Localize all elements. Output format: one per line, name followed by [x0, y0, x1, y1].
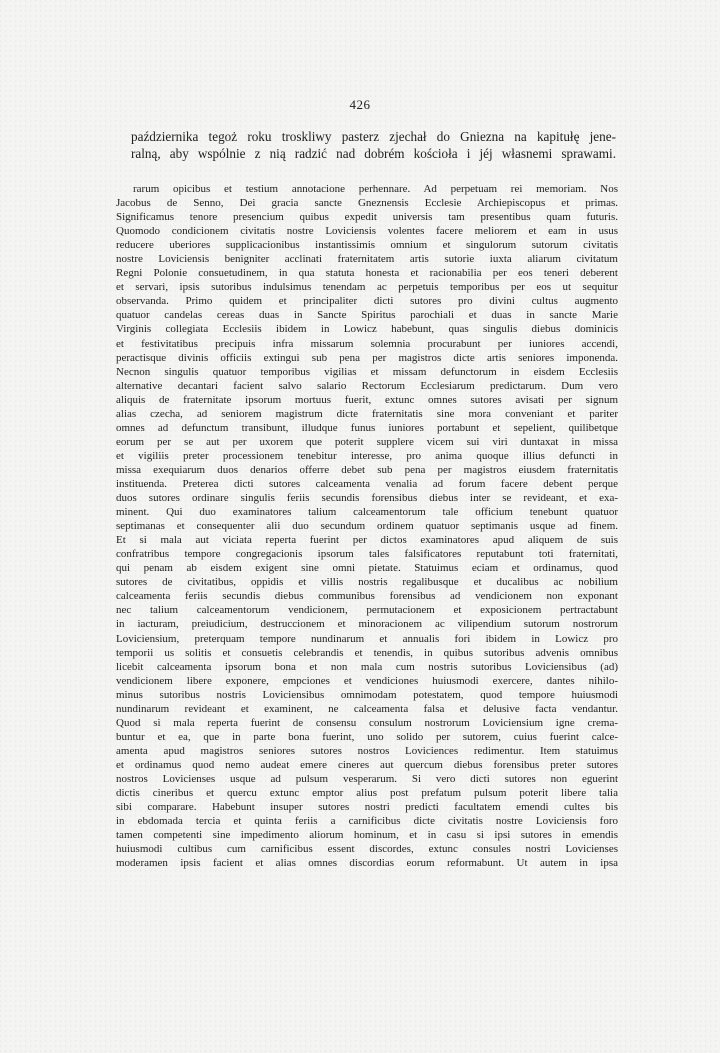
text-line: calceamenta feriis secundis diebus communibus forensibus ad vendicionem non exponant — [116, 590, 618, 603]
text-line: et vigiliis preter processionem tenebitur interesse, pro anima quoque illius defuncti in — [116, 449, 618, 462]
text-line: Et si mala aut viciata reperta fuerint per dictos examinatores apud aliquem de suis — [116, 534, 618, 547]
text-line: Necnon singulis quatuor temporibus vigilias et missam defunctorum in eisdem Ecclesiis — [116, 365, 618, 378]
text-line: alternative decantari facient salvo salario Rectorum Ecclesiarum predictarum. Dum vero — [116, 379, 618, 392]
text-line: minent. Qui duo examinatores talium calceamentorum tale officium tenebunt quatuor — [116, 506, 618, 519]
text-line: reducere uberiores supplicacionibus instantissimis omnium et singulorum sutorum civitatis — [116, 239, 618, 252]
text-line: minus sutoribus nostris Loviciensibus omnimodam potestatem, quod tempore huiusmodi — [116, 688, 618, 701]
text-line: Virginis collegiata Ecclesiis ibidem in Lowicz habebunt, quas singulis diebus dominicis — [116, 323, 618, 336]
text-line: dictis cineribus et quercu extunc emptor alius post prefatum pulsum poterit libere talia — [116, 787, 618, 800]
text-line: et festivitatibus precipuis infra missarum solemnia procurabunt per iuniores accendi, — [116, 337, 618, 350]
text-line: nostre Loviciensis benigniter acclinati fraternitatem artis sutorie iuxta aliarum civitatum — [116, 253, 618, 266]
text-line: Significamus tenore presencium quibus expedit universis tam presentibus quam futuris. — [116, 211, 618, 224]
text-line: vendicionem libere exponere, empciones et vendiciones huiusmodi exercere, dantes nihilo- — [116, 674, 618, 687]
text-line: licebit calceamenta ipsorum bona et non mala cum nostris sutoribus Loviciensibus (ad) — [116, 660, 618, 673]
text-line: sibi comparare. Habebunt insuper sutores nostri predicti facultatem emendi cultes bis — [116, 801, 618, 814]
text-line: moderamen ipsis facient et alias omnes discordias eorum reformabunt. Ut autem in ipsa — [116, 857, 618, 870]
text-line: septimanas et consequenter alii duo secundum ordinem quatuor septimanis usque ad finem. — [116, 520, 618, 533]
text-line: nundinarum revideant et examinent, ne calceamenta falsa et delusive facta vendantur. — [116, 702, 618, 715]
text-line: quatuor candelas cereas duas in Sancte Spiritus parochiali et duas in sancte Marie — [116, 309, 618, 322]
text-line: aliquis de fraternitate ipsorum mortuus fuerit, extunc omnes sutores avisati per signum — [116, 393, 618, 406]
heading-paragraph — [131, 128, 616, 162]
page-number: 426 — [349, 97, 371, 112]
text-line: alias czecha, ad seniorem magistrum dicte fraternitatis sine mora conveniant et pariter — [116, 407, 618, 420]
text-line: huiusmodi cultibus cum carnificibus essent discordes, extunc consules nostri Lovicienses — [116, 843, 618, 856]
text-line: eorum per se aut per uxorem que poterit supplere vicem sui viri duntaxat in missa — [116, 435, 618, 448]
text-line: Loviciensium, preterquam tempore nundinarum et annualis fori ibidem in Lowicz pro — [116, 632, 618, 645]
text-line: peractisque divinis officiis extingui sub pena per magistros dicte artis seniores imponenda. — [116, 351, 618, 364]
heading-line: ralną, aby wspólnie z nią radzić nad dobrém kościoła i jéj własnemi sprawami. — [131, 146, 616, 161]
text-line: Regni Polonie consuetudinem, in qua statuta honesta et racionabilia per eos teneri deberent — [116, 267, 618, 280]
text-line: missa exequiarum duos denarios offerre debet sub pena per magistros eiusdem fraternitatis — [116, 463, 618, 476]
text-line: rarum opicibus et testium annotacione perhennare. Ad perpetuam rei memoriam. Nos — [133, 183, 618, 195]
text-line: Quomodo condicionem civitatis nostre Loviciensis volentes facere meliorem et eam in usus — [116, 225, 618, 238]
text-line: temporii us solitis et consuetis celebrandis et tenendis, in quibus sutoribus advenis omnibus — [116, 646, 618, 659]
text-line: observanda. Primo quidem et principaliter dicti sutores pro divini cultus augmento — [116, 295, 618, 308]
text-line: et ordinamus quod nemo audeat emere cineres aut quercum diebus forensibus preter sutores — [116, 758, 618, 771]
text-line: et servari, ipsis sutoribus indulsimus tenendam ac perpetuis temporibus per eos ut sequitur — [116, 281, 618, 294]
text-line: amenta apud magistros seniores sutores nostros Loviciences redimentur. Item statuimus — [116, 744, 618, 757]
text-line: qui penam ab eisdem exigent sine omni pietate. Statuimus eciam et ordinamus, quod — [116, 562, 618, 575]
text-line: confratribus tempore congregacionis ipsorum tales falsificatores reputabunt toti fraternitati, — [116, 548, 618, 561]
text-line: nostros Lovicienses usque ad pulsum vesperarum. Si vero dicti sutores non eguerint — [116, 772, 618, 785]
text-line: Quod si mala reperta fuerint de consensu consulum nostrorum Loviciensium igne crema- — [116, 716, 618, 729]
text-line: in iacturam, preiudicium, destruccionem et minoracionem ac vilipendium sutorum nostrorum — [116, 618, 618, 631]
text-line: Jacobus de Senno, Dei gracia sancte Gneznensis Ecclesie Archiepiscopus et primas. — [116, 197, 618, 210]
text-line: omnes ad defunctum transibunt, illudque funus iuniores portabunt et sepelient, quilibetque — [116, 421, 618, 434]
text-line: buntur et ea, que in parte bona fuerint, uno solido per sutorem, cuius fuerint calce- — [116, 730, 618, 743]
text-line: in ebdomada tercia et quinta feriis a carnificibus dicte civitatis nostre Loviciensis foro — [116, 815, 618, 828]
text-line: instituenda. Preterea dicti sutores calceamenta venalia ad forum facere debent perque — [116, 477, 618, 490]
text-line: tamen competenti sine impedimento aliorum hominum, et in casu si ipsi sutores in emendis — [116, 829, 618, 842]
latin-charter-text — [116, 182, 618, 870]
text-line: sutores de civitatibus, oppidis et villis nostris regalibusque et ducalibus ac nobilium — [116, 576, 618, 589]
text-line: duos sutores ordinare singulis feriis secundis forensibus diebus inter se revideant, et exa- — [116, 492, 618, 505]
heading-line: października tegoż roku troskliwy pasterz zjechał do Gniezna na kapitułę jene- — [131, 129, 616, 144]
text-line: nec talium calceamentorum vendicionem, permutacionem et exposicionem pertractabunt — [116, 604, 618, 617]
